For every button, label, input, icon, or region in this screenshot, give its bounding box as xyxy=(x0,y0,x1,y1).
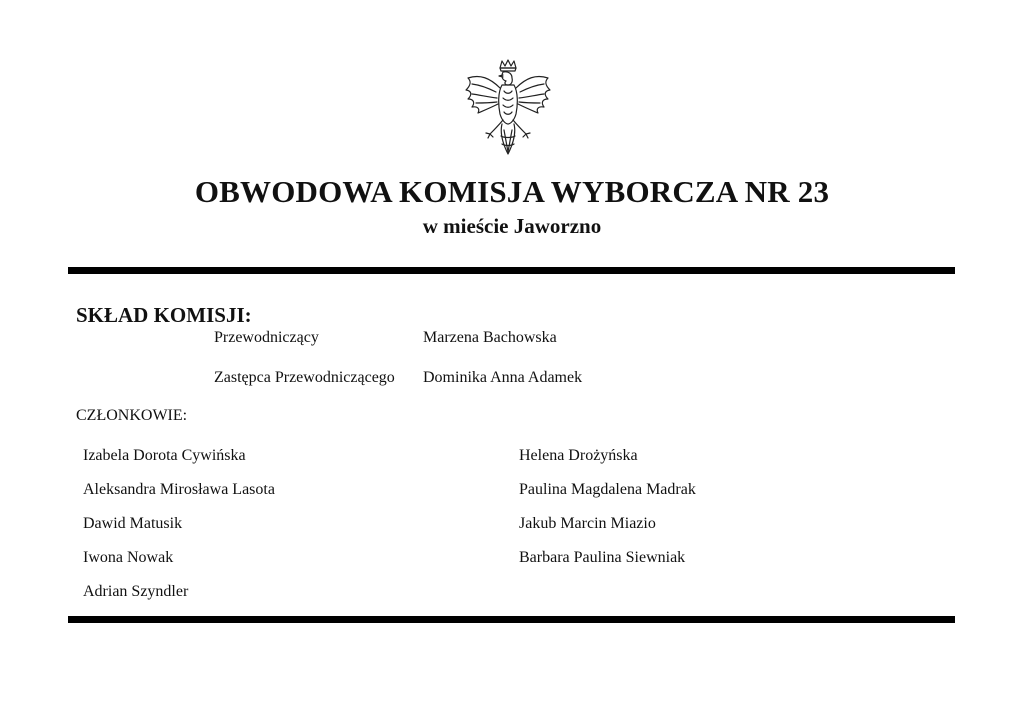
top-divider xyxy=(68,267,955,274)
member-name: Jakub Marcin Miazio xyxy=(519,515,656,532)
bottom-divider xyxy=(68,616,955,623)
chair-role-label: Przewodniczący xyxy=(214,329,319,346)
deputy-role-label: Zastępca Przewodniczącego xyxy=(214,369,395,386)
member-name: Iwona Nowak xyxy=(83,549,174,566)
member-name: Helena Drożyńska xyxy=(519,447,638,464)
member-name: Barbara Paulina Siewniak xyxy=(519,549,686,566)
member-name: Aleksandra Mirosława Lasota xyxy=(83,481,275,498)
eagle-emblem-icon xyxy=(460,58,556,158)
member-name: Dawid Matusik xyxy=(83,515,183,532)
member-name: Izabela Dorota Cywińska xyxy=(83,447,246,464)
member-name: Paulina Magdalena Madrak xyxy=(519,481,696,498)
deputy-name: Dominika Anna Adamek xyxy=(423,369,583,386)
member-name: Adrian Szyndler xyxy=(83,583,189,600)
members-label: CZŁONKOWIE: xyxy=(76,407,188,424)
commission-title: OBWODOWA KOMISJA WYBORCZA NR 23 xyxy=(194,174,830,209)
commission-subtitle: w mieście Jaworzno xyxy=(422,214,602,238)
chair-name: Marzena Bachowska xyxy=(423,329,557,346)
composition-heading: SKŁAD KOMISJI: xyxy=(76,303,252,327)
